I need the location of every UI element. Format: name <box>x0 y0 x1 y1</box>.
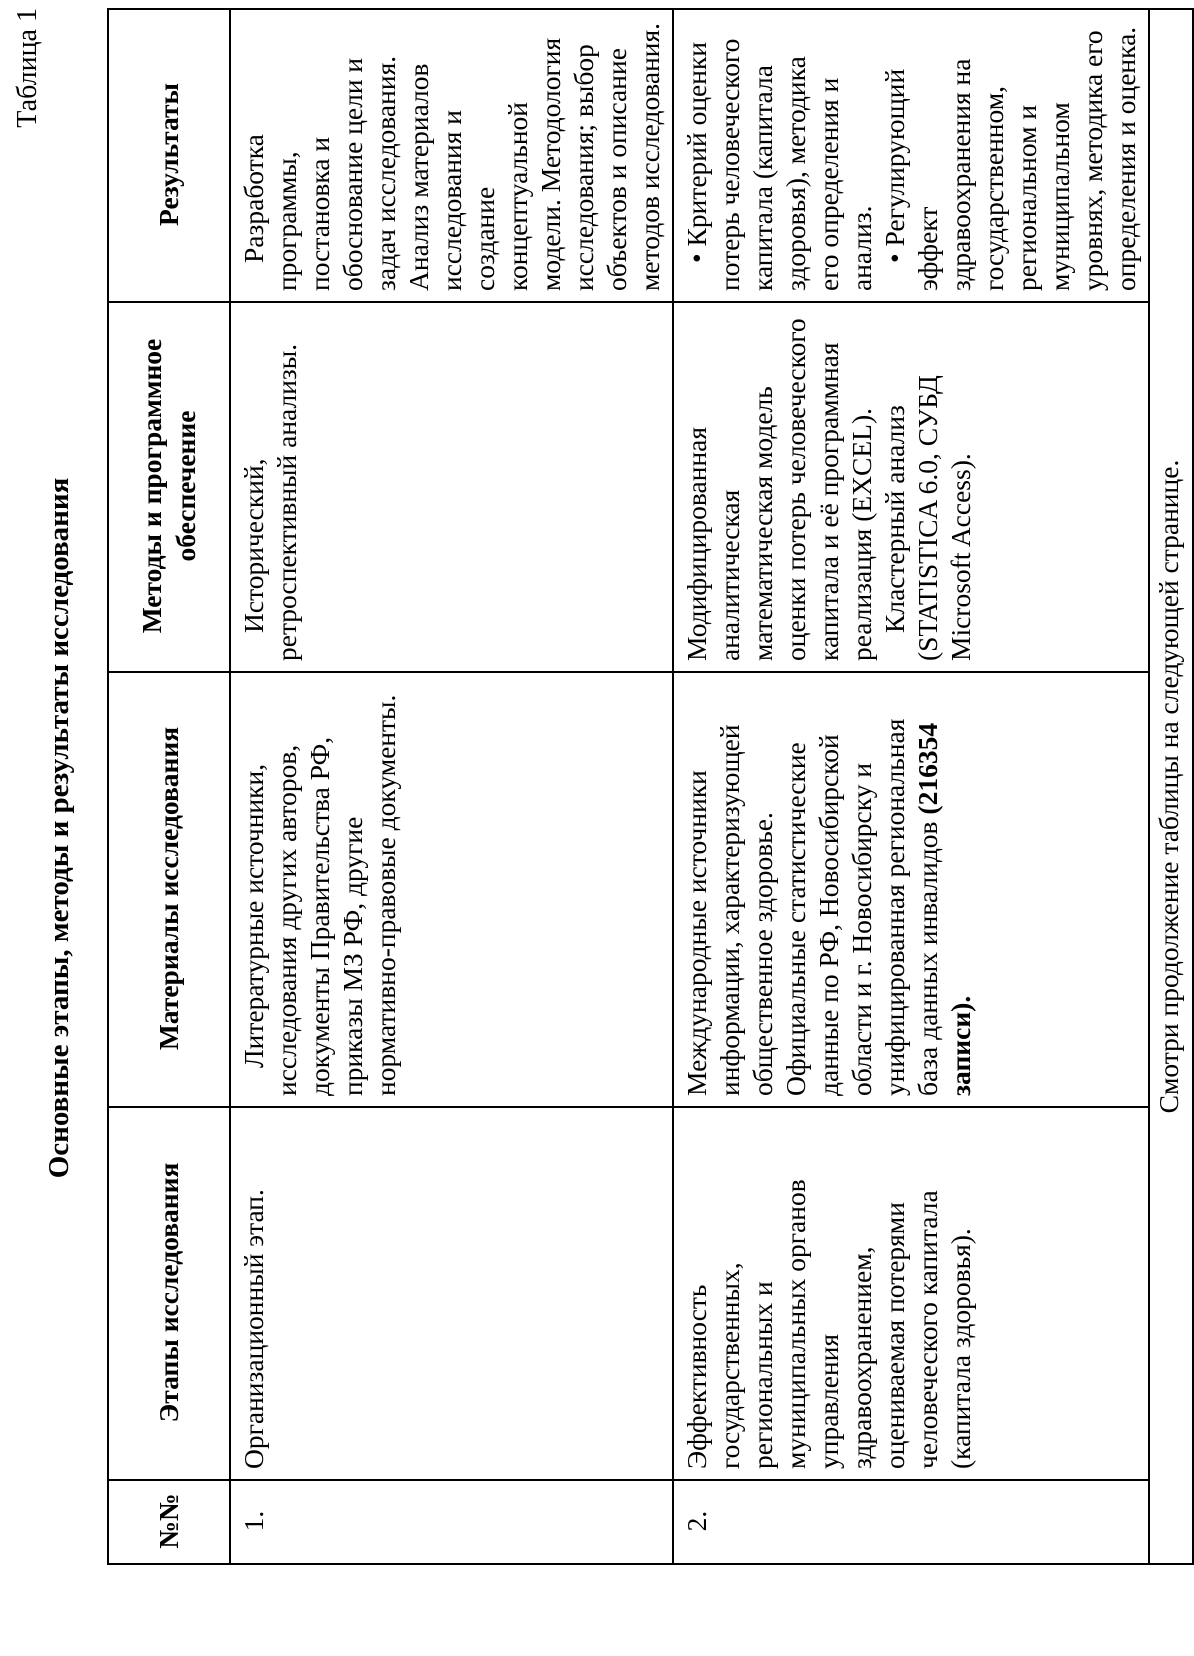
methods-cell: Исторический, ретроспективный анализы. <box>230 302 673 672</box>
continuation-row <box>1149 9 1193 1564</box>
header-results: Результаты <box>108 9 230 302</box>
table-title: Основные этапы, методы и результаты исследования <box>43 477 75 1179</box>
research-table <box>107 8 1194 1565</box>
results-cell <box>673 9 1149 302</box>
materials-count: (216354 записи). <box>912 722 976 1096</box>
materials-cell: Литературные источники, исследования других авторов, документы Правительства РФ, приказы МЗ РФ, другие нормативно-правовые документы. <box>230 672 673 1107</box>
table-row <box>673 9 1149 1564</box>
methods-model: Модифицированная аналитическая математическая модель оценки потерь человеческого капитала и её программная реализация (EXCEL). <box>681 318 877 661</box>
results-cell: Разработка программы, постановка и обоснование цели и задач исследования. Анализ материалов исследования и создание концептуальной модели. Методология исследования; выбор объектов и описание методов исследования. <box>230 9 673 302</box>
methods-cluster: Кластерный анализ (STATISTICA 6.0, СУБД Microsoft Access). <box>879 375 976 661</box>
table-label: Таблица 1 <box>12 8 43 128</box>
header-methods: Методы и программное обеспечение <box>108 302 230 672</box>
methods-cell <box>673 302 1149 672</box>
header-stages: Этапы исследования <box>108 1107 230 1480</box>
continuation-note: Смотри продолжение таблицы на следующей странице. <box>1149 9 1193 1564</box>
stage-cell: Эффективность государственных, региональных и муниципальных органов управления здравоохранением, оцениваемая потерями человеческого капитала (капитала здоровья). <box>673 1107 1149 1480</box>
header-num: №№ <box>108 1480 230 1564</box>
header-row <box>108 9 230 1564</box>
header-materials: Материалы исследования <box>108 672 230 1107</box>
row-number: 1. <box>230 1480 673 1564</box>
table-row <box>230 9 673 1564</box>
materials-cell <box>673 672 1149 1107</box>
row-number: 2. <box>673 1480 1149 1564</box>
materials-text: Международные источники информации, характеризующей общественное здоровье. Официальные статистические данные по РФ, Новосибирской области и г. Новосибирску и унифицированная региональная база данных инвалидов <box>681 718 943 1096</box>
results-effect: • Регулирующий эффект здравоохранения на государственном, региональном и муниципальном уровнях, методика его определения и оценка. <box>879 26 1141 291</box>
results-criterion: • Критерий оценки потерь человеческого капитала (капитала здоровья), методика его определения и анализ. <box>681 38 877 291</box>
stage-cell: Организационный этап. <box>230 1107 673 1480</box>
